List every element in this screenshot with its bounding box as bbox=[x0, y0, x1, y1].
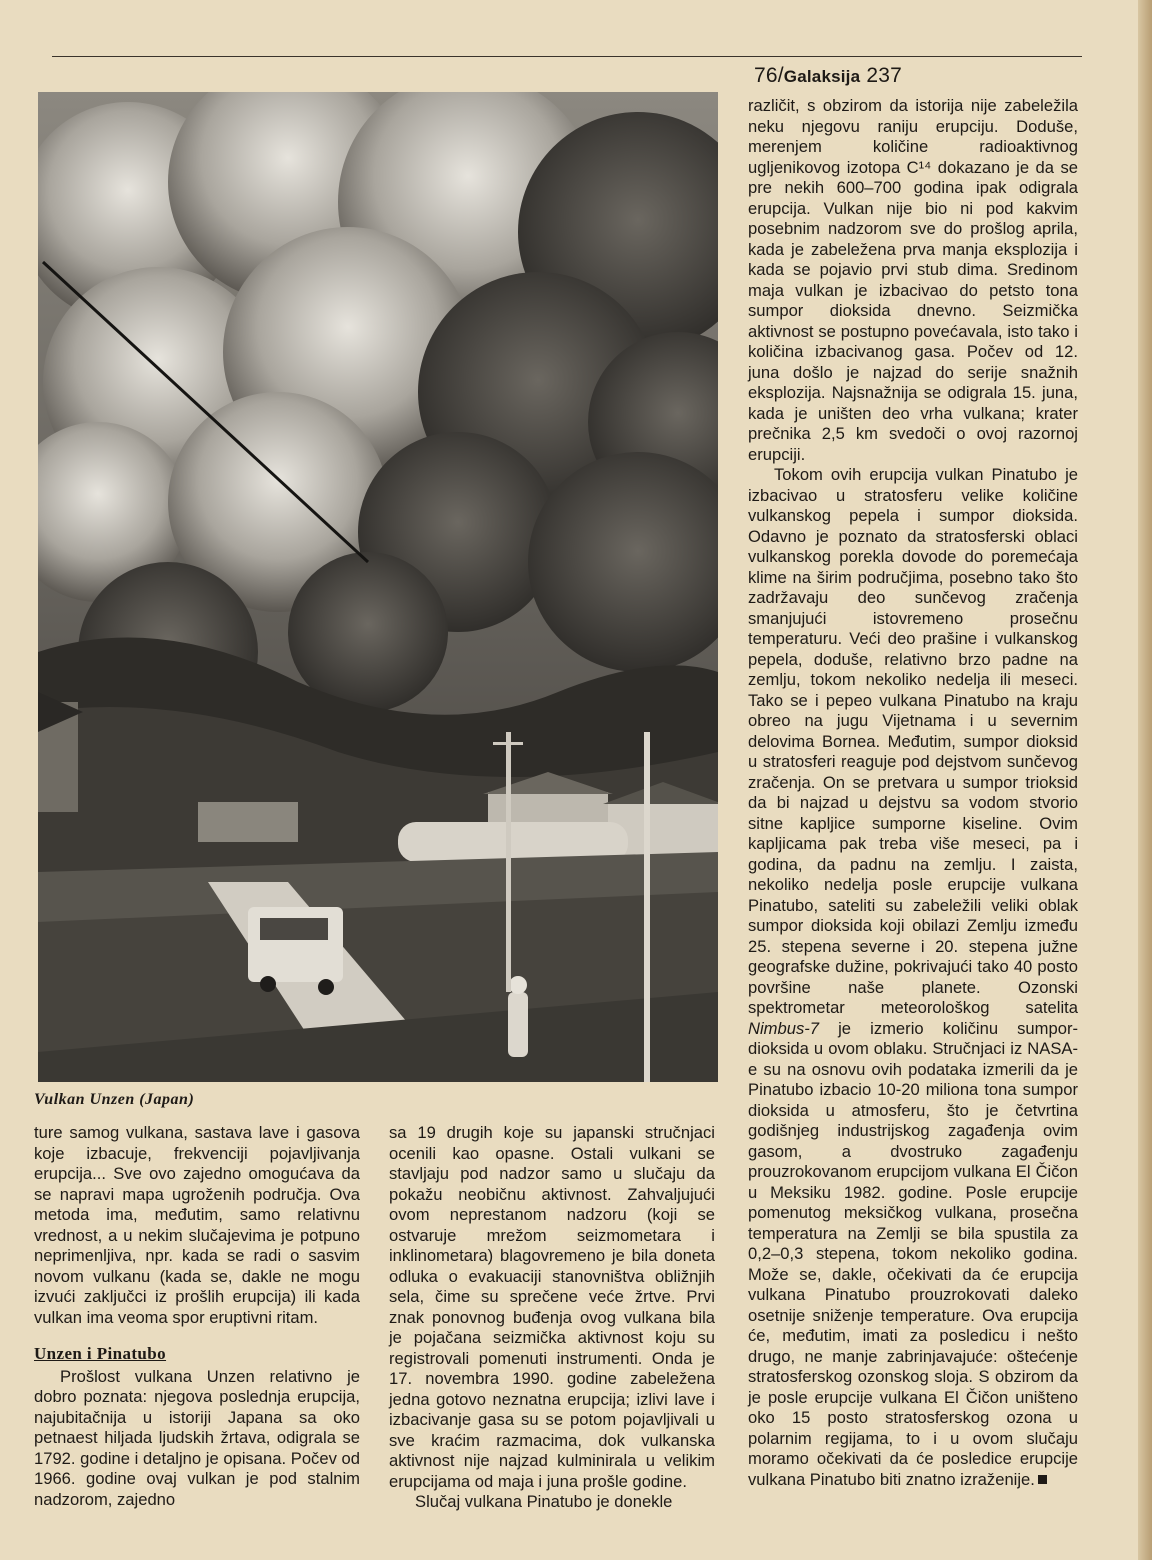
paragraph-text: je izmerio količinu sumpor-dioksida u ovom oblaku. Stručnjaci iz NASA-e su na osnovu ovih podataka izmerili da je Pinatubo izbacio 10-20 miliona tona sumpor dioksida u atmosferu, što je četvrtina godišnjeg industrijskog zagađenja ovim gasom, a dvostruko zagađenju prouzrokovanom erupcijom vulkana El Čičon u Meksiku 1982. godine. Posle erupcije pomenutog meksičkog vulkana, prosečna temperatura na Zemlji se bila spustila za 0,2–0,3 stepena, tokom nekoliko godina. Može se, dakle, očekivati da će erupcija vulkana Pinatubo prouzrokovati daleko osetnije sniženje temperature. Ova erupcija će, međutim, imati za posledicu i nešto drugo, ne manje zabrinjavajuće: oštećenje stratosferskog ozonskog sloja. S obzirom da je posle erupcije vulkana El Čičon uništeno oko 15 posto stratosferskog ozona u polarnim regijama, to i u ovom slučaju moramo očekivati da će posledice erupcije vulkana Pinatubo biti znatno izraženije. bbox=[748, 1018, 1078, 1489]
paragraph-text: Tokom ovih erupcija vulkan Pinatubo je izbacivao u stratosferu velike količine vulkanskog pepela i sumpor dioksida. Odavno je poznato da stratosferski oblaci vulkanskog porekla dovode do poremećaja klime na širim područjima, posebno tako što zadržavaju deo sunčevog zračenja smanjujući istovremeno prosečnu temperaturu. Veći deo prašine i vulkanskog pepela, doduše, relativno brzo padne na zemlju, tokom nekoliko nedelja ili meseci. Tako se i pepeo vulkana Pinatubo na kraju obreo na jugu Vijetnama i u severnim delovima Borneа. Međutim, sumpor dioksid u stratosferi reaguje pod dejstvom sunčevog zračenja. On se pretvara u sumpor trioksid da bi najzad u dejstvu sa vodom stvorio sitne kapljice sumporne kiseline. Ovim kapljicama pak treba više meseci, pa i godina, da padnu na zemlju. I zaista, nekoliko nedelja posle erupcije vulkana Pinatubo, sateliti su zabeležili veliki oblak sumpor dioksida koji obilazi Zemlju između 25. stepena severne i 20. stepena južne geografske dužine, pokrivajući tako 40 posto površine naše planete. Ozonski spektrometar meteorološkog satelita bbox=[748, 465, 1078, 1017]
paragraph: sa 19 drugih koje su japanski stručnjaci ocenili kao opasne. Ostali vulkani se stavljaju pod nadzor samo u slučaju da pokažu neobičnu aktivnost. Zahvaljujući ovom neprestanom nadzoru (koji se ostvaruje mrežom seizmometara i inklinometara) blagovremeno je bila doneta odluka o evakuaciji stanovništva obližnjih sela, čime su sprečene veće žrtve. Prvi znak ponovnog buđenja ovog vulkana bila je pojačana seizmička aktivnost koju su registrovali pomenuti instrumenti. Onda je 17. novembra 1990. godine zabeležena jedna gotovo neznatna erupcija; izlivi lave i izbacivanje gasa su se potom pojavljivali u sve kraćim razmacima, dok vulkanska aktivnost nije najzad kulminirala u velikim erupcijama od maja i juna prošle godine. bbox=[389, 1123, 715, 1491]
end-of-article-mark bbox=[1038, 1475, 1047, 1484]
paragraph: Prošlost vulkana Unzen relativno je dobro poznata: njegova poslednja erupcija, najubitačnija u istoriji Japana sa oko petnaest hiljada ljudskih žrtava, odigrala se 1792. godine i detaljno je opisana. Počev od 1966. godine ovaj vulkan je pod stalnim nadzorom, zajedno bbox=[34, 1366, 360, 1509]
header-rule bbox=[52, 56, 1082, 57]
issue-number: 76/ bbox=[754, 64, 784, 87]
paragraph: ture samog vulkana, sastava lave i gasova koje izbacuje, frekvenciji pojavljivanja erupcija... Sve ovo zajedno omogućava da se napravi mapa ugroženih područja. Ova metoda ima, međutim, samo relativnu vrednost, a u nekim slučajevima je potpuno neprimenljiva, npr. kada se radi o sasvim novom vulkanu (kada se, dakle ne mogu izvući zaključci iz prošlih erupcija) ili kada vulkan ima veoma spor eruptivni ritam. bbox=[34, 1123, 360, 1327]
article-column-3 bbox=[748, 96, 1078, 1490]
photo-caption: Vulkan Unzen (Japan) bbox=[34, 1091, 195, 1108]
page-edge bbox=[1138, 0, 1152, 1560]
article-column-2 bbox=[389, 1123, 715, 1513]
page-number: 237 bbox=[866, 64, 902, 87]
volcano-photo bbox=[38, 92, 718, 1082]
section-heading: Unzen i Pinatubo bbox=[34, 1344, 167, 1363]
paragraph: Slučaj vulkana Pinatubo je donekle bbox=[415, 1492, 673, 1511]
page-header bbox=[754, 64, 902, 88]
article-column-1 bbox=[34, 1123, 360, 1510]
volcano-photo-illustration bbox=[38, 92, 718, 1082]
paragraph: različit, s obzirom da istorija nije zabeležila neku njegovu raniju erupciju. Doduše, merenjem količine radioaktivnog ugljenikovog izotopa C¹⁴ dokazano je da se pre nekih 600–700 godina ipak odigrala erupcija. Vulkan nije bio ni pod kakvim posebnim nadzorom sve do prošlog aprila, kada je zabeležena prva manja eksplozija i kada se pojavio prvi stub dima. Sredinom maja vulkan je izbacivao do petsto tona sumpor dioksida dnevno. Seizmička aktivnost se postupno povećavala, isto tako i količina izbacivanog gasa. Počev od 12. juna došlo je najzad do serije snažnih eksplozija. Najsnažnija se odigrala 15. juna, kada je uništen deo vrha vulkana; krater prečnika 2,5 km svedoči o ovoj razornoj erupciji. bbox=[748, 96, 1078, 464]
paragraph bbox=[748, 465, 1078, 1490]
magazine-name: Galaksija bbox=[783, 67, 861, 86]
satellite-name: Nimbus-7 bbox=[748, 1018, 820, 1038]
